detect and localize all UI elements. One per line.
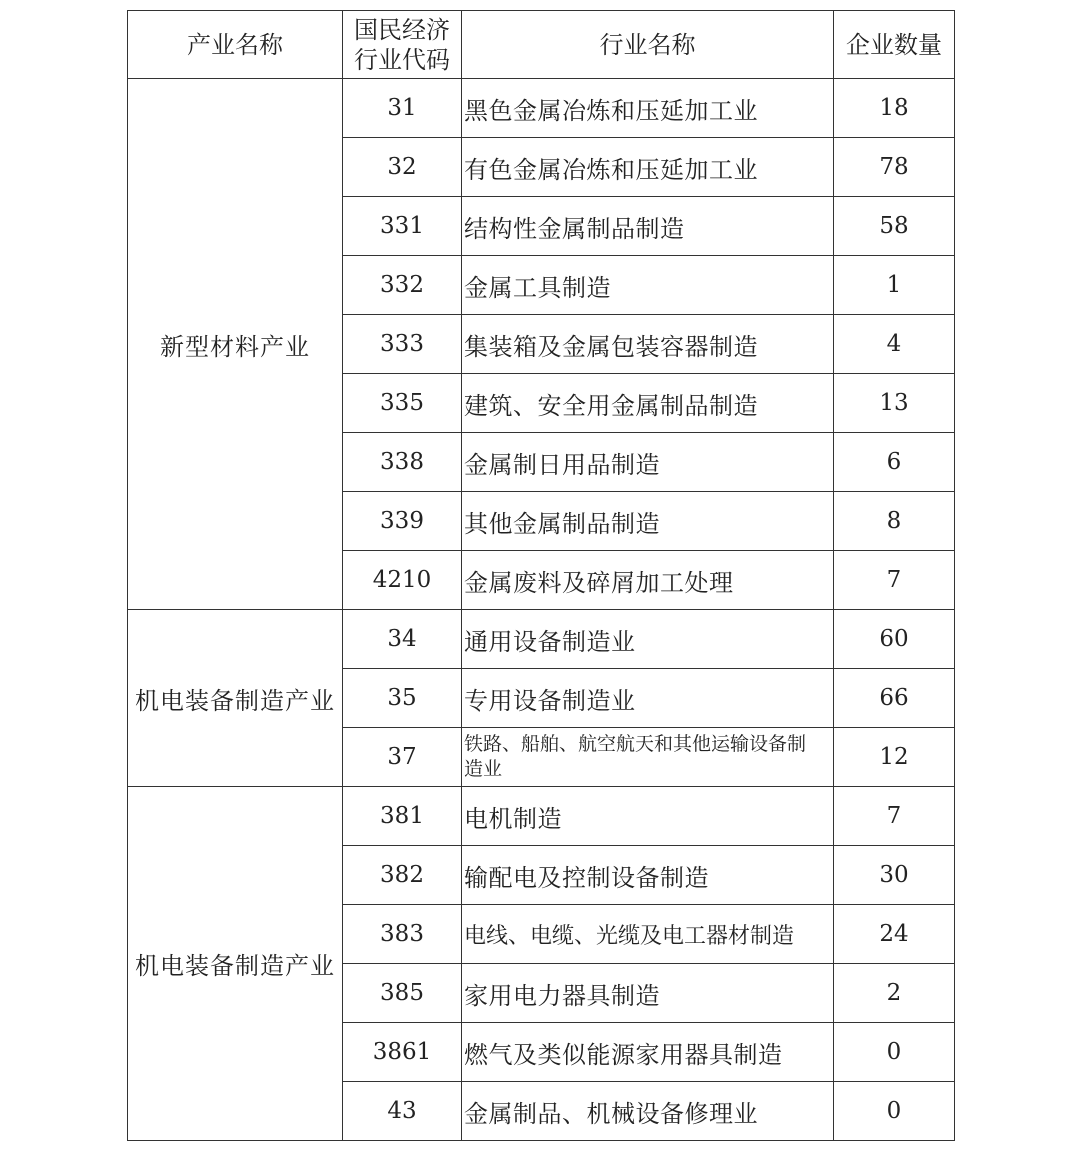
industry-name: 其他金属制品制造 [462,492,834,551]
header-row [128,11,955,79]
industry-code: 43 [343,1082,462,1141]
table-row [128,79,955,138]
company-count: 12 [834,728,955,787]
group-name: 新型材料产业 [128,79,343,610]
company-count: 30 [834,846,955,905]
industry-name: 金属工具制造 [462,256,834,315]
industry-name: 金属制品、机械设备修理业 [462,1082,834,1141]
header-code [343,11,462,79]
company-count: 7 [834,787,955,846]
industry-name: 家用电力器具制造 [462,964,834,1023]
industry-code: 333 [343,315,462,374]
industry-name: 输配电及控制设备制造 [462,846,834,905]
industry-name: 通用设备制造业 [462,610,834,669]
company-count: 78 [834,138,955,197]
industry-name: 金属废料及碎屑加工处理 [462,551,834,610]
industry-code: 381 [343,787,462,846]
industry-name: 黑色金属冶炼和压延加工业 [462,79,834,138]
industry-name: 电线、电缆、光缆及电工器材制造 [462,905,834,964]
company-count: 13 [834,374,955,433]
industry-name: 电机制造 [462,787,834,846]
industry-name: 燃气及类似能源家用器具制造 [462,1023,834,1082]
industry-code: 331 [343,197,462,256]
industry-code: 382 [343,846,462,905]
industry-code: 385 [343,964,462,1023]
industry-name: 专用设备制造业 [462,669,834,728]
industry-code: 339 [343,492,462,551]
company-count: 60 [834,610,955,669]
industry-code: 32 [343,138,462,197]
header-code-line2: 行业代码 [354,45,450,74]
table-row [128,610,955,669]
industry-name-line2: 造业 [464,758,503,780]
company-count: 2 [834,964,955,1023]
industry-code: 332 [343,256,462,315]
company-count: 0 [834,1023,955,1082]
industry-code: 335 [343,374,462,433]
group-name: 机电装备制造产业 [128,610,343,787]
company-count: 6 [834,433,955,492]
company-count: 1 [834,256,955,315]
company-count: 66 [834,669,955,728]
industry-code: 338 [343,433,462,492]
industry-name-line1: 铁路、船舶、航空航天和其他运输设备制 [464,733,807,755]
industry-name: 有色金属冶炼和压延加工业 [462,138,834,197]
industry-code: 3861 [343,1023,462,1082]
company-count: 7 [834,551,955,610]
industry-name: 集装箱及金属包装容器制造 [462,315,834,374]
company-count: 24 [834,905,955,964]
industry-code: 383 [343,905,462,964]
header-industry-group: 产业名称 [128,11,343,79]
industry-name: 结构性金属制品制造 [462,197,834,256]
company-count: 18 [834,79,955,138]
industry-code: 35 [343,669,462,728]
header-code-line1: 国民经济 [354,15,450,44]
industry-code: 34 [343,610,462,669]
industry-table [127,10,955,1141]
company-count: 4 [834,315,955,374]
industry-name: 金属制日用品制造 [462,433,834,492]
industry-name [462,728,834,787]
industry-code: 31 [343,79,462,138]
industry-code: 4210 [343,551,462,610]
industry-code: 37 [343,728,462,787]
header-company-count: 企业数量 [834,11,955,79]
header-industry-name: 行业名称 [462,11,834,79]
company-count: 0 [834,1082,955,1141]
industry-name: 建筑、安全用金属制品制造 [462,374,834,433]
company-count: 8 [834,492,955,551]
table-row [128,787,955,846]
company-count: 58 [834,197,955,256]
group-name: 机电装备制造产业 [128,787,343,1141]
